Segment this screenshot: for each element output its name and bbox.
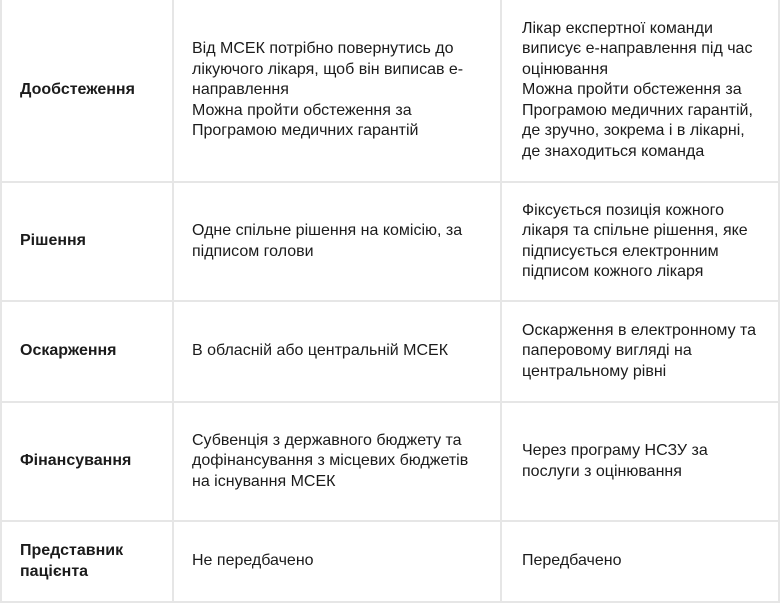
row-label: Рішення	[20, 232, 87, 250]
new-system-cell	[502, 403, 778, 520]
row-label-cell	[2, 183, 172, 300]
new-system-text: Лікар експертної команди виписує е-направлення під час оцінювання Можна пройти обстеження за Програмою медичних гарантій, де зручно, зокрема і в лікарні, де знаходиться команда	[522, 19, 753, 160]
old-system-cell	[174, 403, 500, 520]
new-system-text: Фіксується позиція кожного лікаря та спільне рішення, яке підписується електронним підписом кожного лікаря	[522, 201, 748, 280]
table-row	[2, 302, 778, 401]
new-system-cell	[502, 522, 778, 601]
old-system-text: Від МСЕК потрібно повернутись до лікуючого лікаря, щоб він виписав е-направлення Можна пройти обстеження за Програмою медичних гарантій	[192, 40, 464, 140]
row-label: Дообстеження	[20, 81, 135, 99]
table-row	[2, 0, 778, 181]
old-system-cell	[174, 183, 500, 300]
new-system-text: Передбачено	[522, 552, 622, 570]
table-row	[2, 522, 778, 601]
old-system-text: Не передбачено	[192, 552, 314, 570]
new-system-text: Через програму НСЗУ за послуги з оцінювання	[522, 442, 708, 480]
old-system-cell	[174, 522, 500, 601]
table-row	[2, 403, 778, 520]
row-label-cell	[2, 302, 172, 401]
row-label: Фінансування	[20, 452, 132, 470]
old-system-cell	[174, 302, 500, 401]
row-label-cell	[2, 522, 172, 601]
new-system-cell	[502, 183, 778, 300]
table-row	[2, 183, 778, 300]
row-label-cell	[2, 403, 172, 520]
old-system-text: Субвенція з державного бюджету та дофінансування з місцевих бюджетів на існування МСЕК	[192, 431, 469, 490]
new-system-text: Оскарження в електронному та паперовому вигляді на центральному рівні	[522, 321, 757, 380]
row-label: Представник пацієнта	[20, 542, 124, 580]
old-system-text: Одне спільне рішення на комісію, за підписом голови	[192, 222, 463, 260]
old-system-cell	[174, 0, 500, 181]
row-label-cell	[2, 0, 172, 181]
row-label: Оскарження	[20, 342, 117, 360]
new-system-cell	[502, 0, 778, 181]
new-system-cell	[502, 302, 778, 401]
old-system-text: В обласній або центральній МСЕК	[192, 342, 449, 360]
